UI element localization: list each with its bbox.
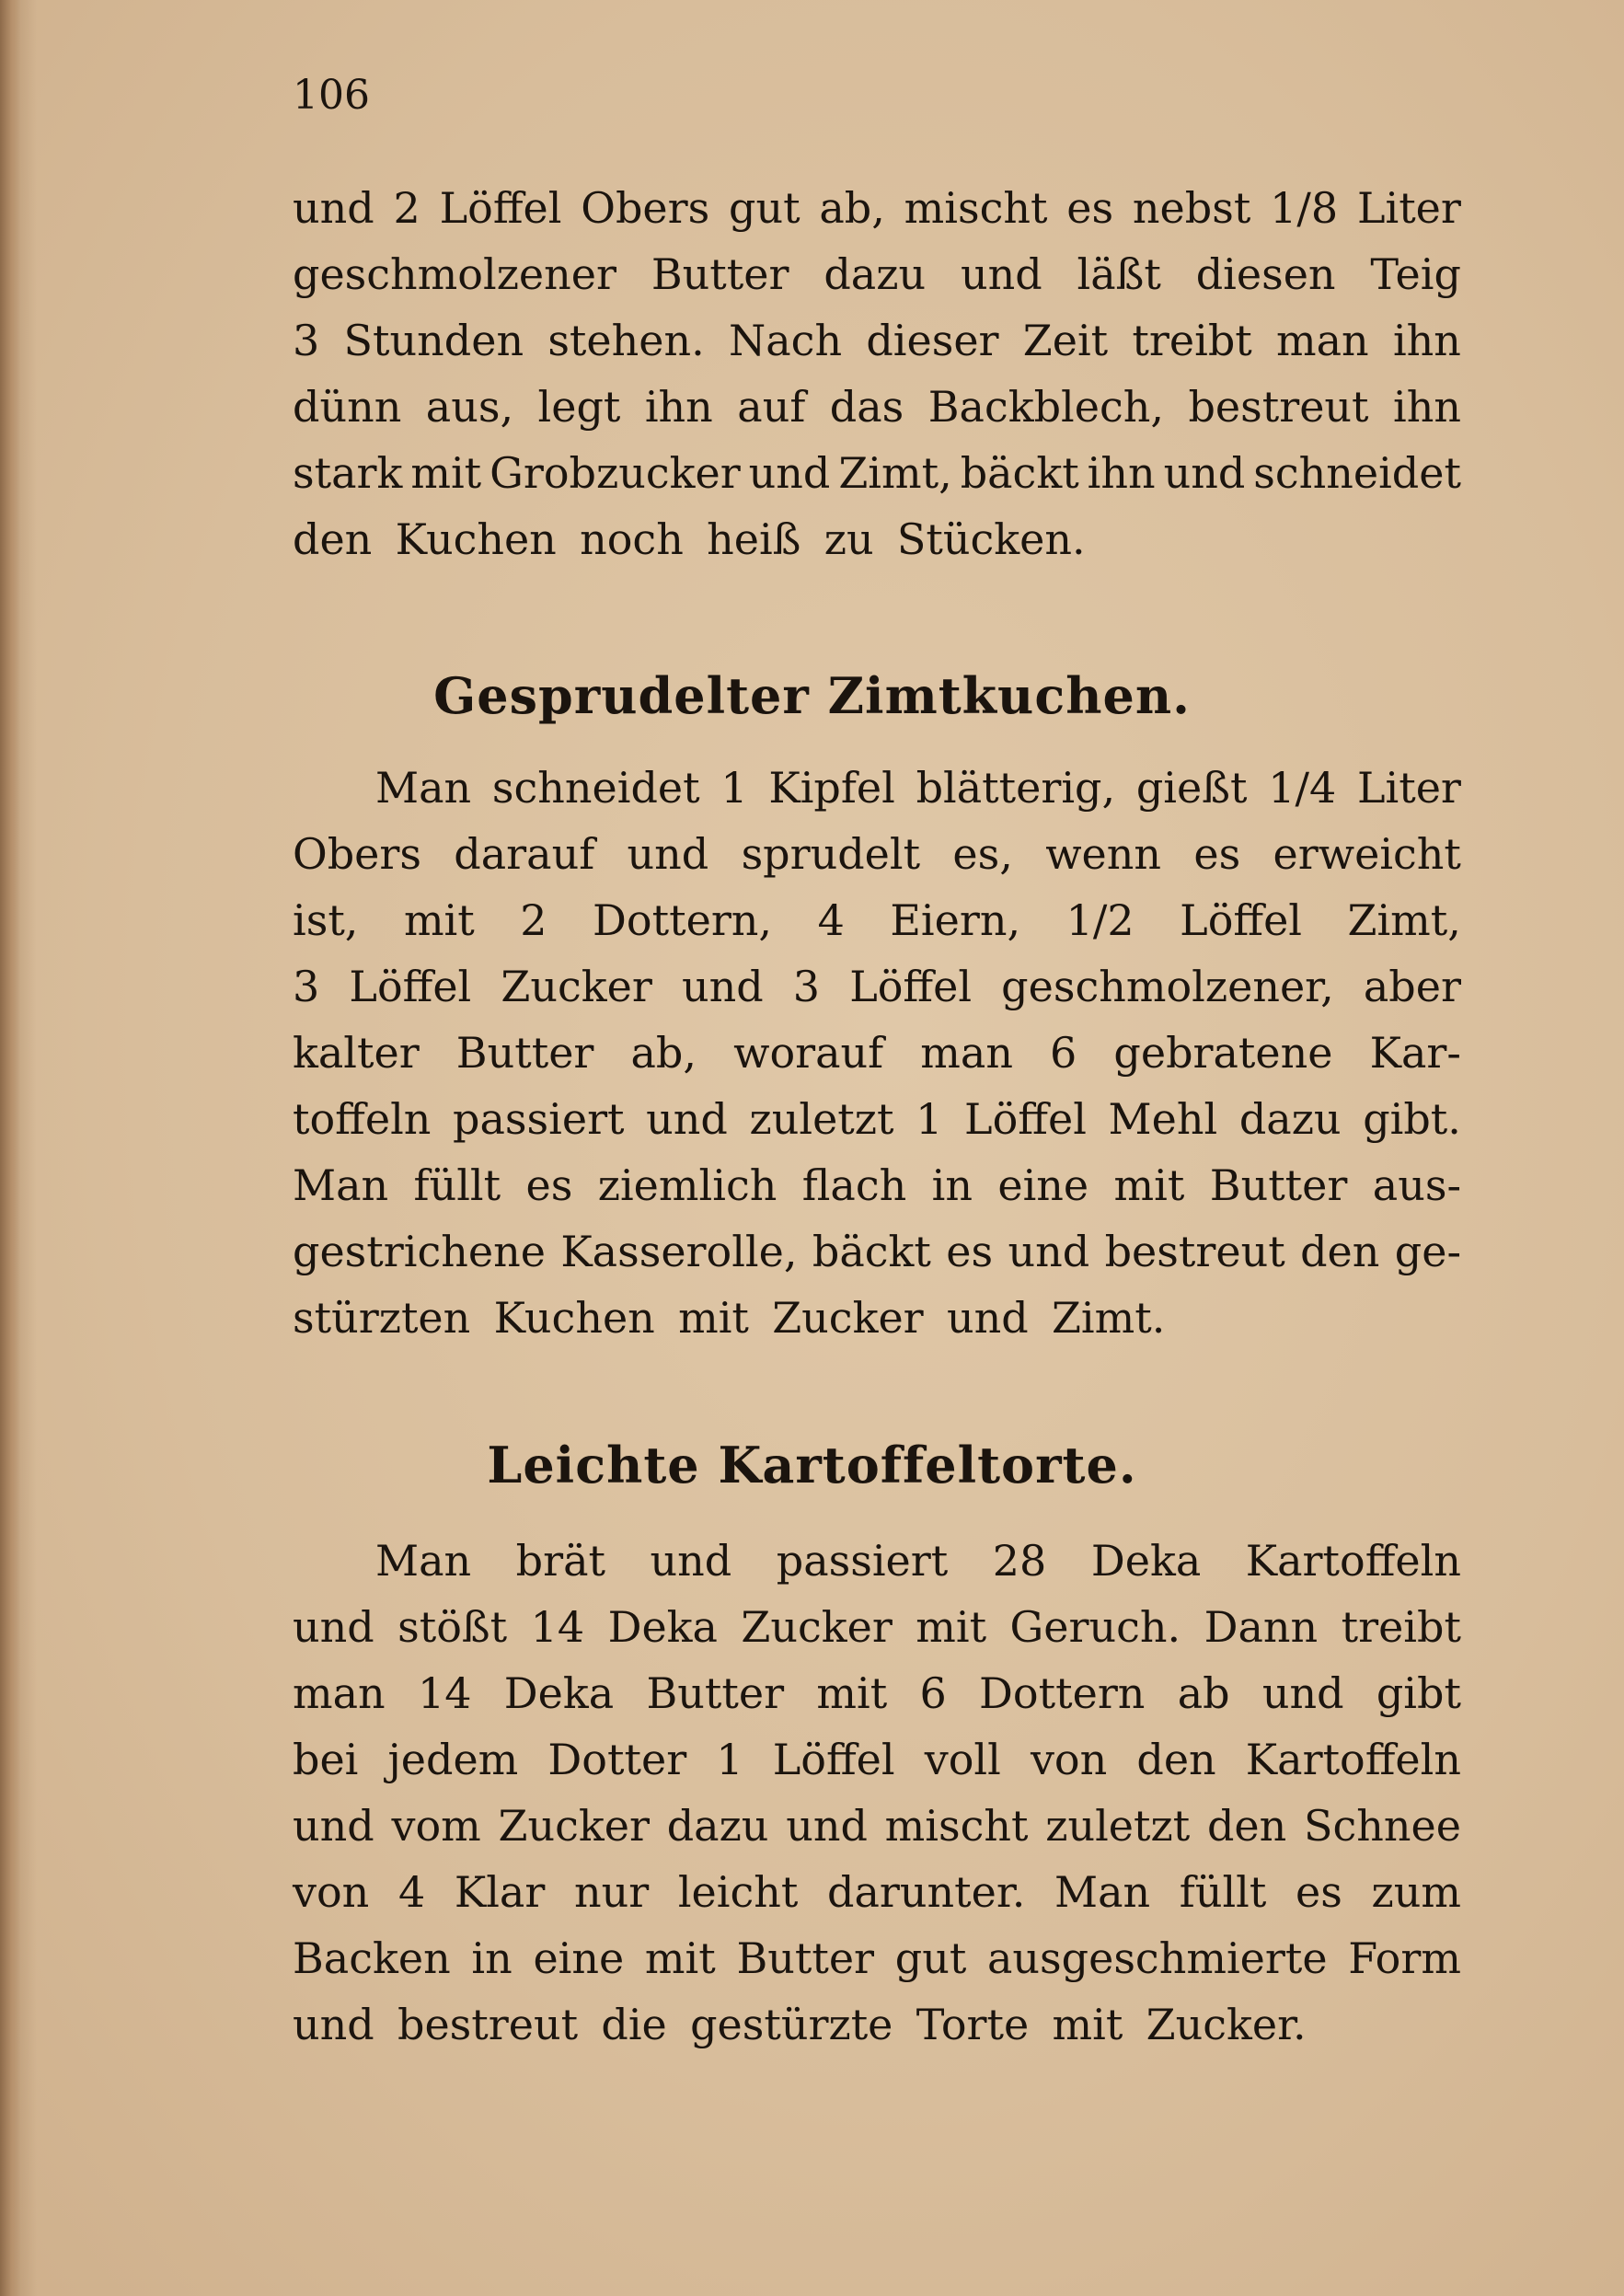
word: Kasserolle, <box>560 1227 798 1276</box>
word: Stücken. <box>896 514 1086 564</box>
word: eine <box>997 1160 1089 1210</box>
word: 2 <box>520 895 547 945</box>
word: Klar <box>454 1867 546 1917</box>
word: 14 <box>417 1668 472 1718</box>
word: gut <box>729 183 800 233</box>
word: voll <box>924 1735 1001 1784</box>
word: Dottern <box>979 1668 1146 1718</box>
word: gießt <box>1135 763 1248 813</box>
word: gut <box>894 1933 967 1983</box>
word: gestürzte <box>690 2000 893 2049</box>
word: es, <box>952 829 1013 879</box>
word: eine <box>533 1933 625 1983</box>
text-line <box>293 1726 1461 1793</box>
word: wenn <box>1045 829 1162 879</box>
word: mit <box>410 448 482 498</box>
word: Kuchen <box>493 1293 655 1343</box>
word: und <box>946 1293 1029 1343</box>
word: und <box>960 249 1042 299</box>
word: und <box>293 2000 374 2049</box>
word: Butter <box>646 1668 785 1718</box>
word: und <box>646 1094 728 1144</box>
word: Löffel <box>1180 895 1302 945</box>
word: und <box>681 962 764 1011</box>
word: aber <box>1363 962 1461 1011</box>
text-line <box>293 755 1461 821</box>
word: 6 <box>919 1668 947 1718</box>
word: gebratene <box>1113 1028 1333 1078</box>
word: mit <box>678 1293 749 1343</box>
word: Löffel <box>849 962 973 1011</box>
word: 4 <box>817 895 845 945</box>
word: darunter. <box>827 1867 1026 1917</box>
word: darauf <box>454 829 595 879</box>
word: bäckt <box>812 1227 931 1276</box>
word: 28 <box>992 1536 1047 1586</box>
word: Nach <box>729 316 843 365</box>
word: Zucker <box>501 962 652 1011</box>
text-line <box>293 1660 1461 1726</box>
word: schneidet <box>491 763 700 813</box>
word: gestrichene <box>293 1227 546 1276</box>
recipe-heading-kartoffeltorte: Leichte Kartoffeltorte. <box>487 1436 1137 1494</box>
word: dazu <box>666 1801 769 1851</box>
word: Backen <box>293 1933 451 1983</box>
word: Zimt, <box>1347 895 1461 945</box>
word: passiert <box>453 1094 625 1144</box>
text-line <box>293 1285 1461 1351</box>
word: Zucker <box>498 1801 650 1851</box>
word: Zimt, <box>838 448 952 498</box>
word: 1/8 <box>1270 183 1339 233</box>
word: heiß <box>707 514 801 564</box>
recipe-text-zimtkuchen <box>293 755 1461 1351</box>
page-gutter-shadow <box>0 0 20 2296</box>
word: worauf <box>733 1028 884 1078</box>
word: schneidet <box>1253 448 1461 498</box>
word: stößt <box>397 1602 508 1652</box>
text-line <box>293 1594 1461 1660</box>
word: läßt <box>1077 249 1161 299</box>
word: bestreut <box>1188 382 1369 432</box>
word: nur <box>573 1867 650 1917</box>
word: bäckt <box>960 448 1079 498</box>
text-line <box>293 887 1461 953</box>
word: stehen. <box>547 316 705 365</box>
word: ihn <box>1087 448 1156 498</box>
word: geschmolzener <box>293 249 616 299</box>
text-line <box>293 1925 1461 1991</box>
word: ab, <box>630 1028 697 1078</box>
word: Löffel <box>349 962 472 1011</box>
word: Butter <box>651 249 789 299</box>
word: zu <box>824 514 874 564</box>
word: man <box>293 1668 386 1718</box>
word: den <box>1136 1735 1216 1784</box>
word: Deka <box>503 1668 615 1718</box>
word: ihn <box>1392 316 1461 365</box>
word: bei <box>293 1735 359 1784</box>
word: stürzten <box>293 1293 471 1343</box>
word: Dotter <box>547 1735 687 1784</box>
word: Zimt. <box>1051 1293 1166 1343</box>
word: 4 <box>397 1867 426 1917</box>
word: diesen <box>1195 249 1336 299</box>
word: ausgeschmierte <box>987 1933 1328 1983</box>
word: es <box>1295 1867 1342 1917</box>
word: es <box>946 1227 994 1276</box>
word: dazu <box>1238 1094 1342 1144</box>
word: 1/2 <box>1065 895 1134 945</box>
word: Butter <box>455 1028 594 1078</box>
word: zum <box>1371 1867 1461 1917</box>
word: Kipfel <box>768 763 895 813</box>
word: mit <box>1052 2000 1123 2049</box>
word: 14 <box>530 1602 585 1652</box>
word: gibt <box>1376 1668 1461 1718</box>
word: den <box>1206 1801 1287 1851</box>
word: dazu <box>824 249 927 299</box>
word: und <box>1163 448 1246 498</box>
word: 1/4 <box>1268 763 1337 813</box>
word: 3 <box>293 316 320 365</box>
word: bestreut <box>397 2000 579 2049</box>
text-line <box>293 440 1461 506</box>
word: blätterig, <box>916 763 1116 813</box>
word: und <box>293 183 374 233</box>
word: Torte <box>916 2000 1030 2049</box>
text-line <box>293 1218 1461 1285</box>
word: es <box>1066 183 1114 233</box>
word: Löffel <box>772 1735 895 1784</box>
word: Obers <box>581 183 710 233</box>
word: mit <box>644 1933 716 1983</box>
word: und <box>748 448 831 498</box>
page-number: 106 <box>293 72 370 119</box>
word: füllt <box>413 1160 501 1210</box>
word: 2 <box>393 183 420 233</box>
word: flach <box>801 1160 907 1210</box>
word: 3 <box>293 962 320 1011</box>
word: mit <box>1113 1160 1185 1210</box>
recipe-continuation-text <box>293 175 1461 572</box>
text-line <box>293 1991 1461 2058</box>
word: 6 <box>1050 1028 1077 1078</box>
word: treibt <box>1132 316 1252 365</box>
word: ist, <box>293 895 359 945</box>
word: ab, <box>819 183 885 233</box>
word: Schnee <box>1304 1801 1461 1851</box>
word: zuletzt <box>1045 1801 1191 1851</box>
word: Grobzucker <box>490 448 741 498</box>
word: von <box>293 1867 370 1917</box>
text-line <box>293 1859 1461 1925</box>
word: mit <box>916 1602 987 1652</box>
word: Löffel <box>964 1094 1087 1144</box>
word: und <box>1261 1668 1344 1718</box>
word: man <box>920 1028 1013 1078</box>
word: dünn <box>293 382 402 432</box>
word: aus- <box>1372 1160 1461 1210</box>
word: und <box>293 1801 374 1851</box>
word: die <box>601 2000 667 2049</box>
text-line <box>293 1528 1461 1594</box>
word: Liter <box>1356 183 1461 233</box>
word: Kar- <box>1369 1028 1461 1078</box>
word: geschmolzener, <box>1001 962 1334 1011</box>
word: in <box>931 1160 973 1210</box>
word: ziemlich <box>597 1160 777 1210</box>
word: Teig <box>1370 249 1461 299</box>
word: ihn <box>1393 382 1461 432</box>
word: 3 <box>792 962 821 1011</box>
word: ge- <box>1394 1227 1461 1276</box>
word: Kuchen <box>395 514 557 564</box>
word: Backblech, <box>927 382 1164 432</box>
word: Löffel <box>439 183 562 233</box>
word: den <box>293 514 373 564</box>
word: Man <box>375 1536 472 1586</box>
text-line <box>293 953 1461 1020</box>
word: das <box>829 382 904 432</box>
word: brät <box>515 1536 606 1586</box>
word: Man <box>1054 1867 1151 1917</box>
word: 1 <box>916 1094 943 1144</box>
text-line <box>293 175 1461 241</box>
word: Liter <box>1356 763 1461 813</box>
word: und <box>1008 1227 1090 1276</box>
word: mischt <box>904 183 1048 233</box>
recipe-heading-zimtkuchen: Gesprudelter Zimtkuchen. <box>433 666 1191 725</box>
word: es <box>525 1160 573 1210</box>
word: Deka <box>607 1602 718 1652</box>
word: Dottern, <box>593 895 773 945</box>
word: Obers <box>293 829 421 879</box>
word: noch <box>580 514 684 564</box>
word: Man <box>375 763 472 813</box>
word: und <box>786 1801 868 1851</box>
word: passiert <box>776 1536 949 1586</box>
word: leicht <box>677 1867 799 1917</box>
text-line <box>293 506 1461 572</box>
word: nebst <box>1132 183 1251 233</box>
word: und <box>650 1536 732 1586</box>
word: mit <box>816 1668 888 1718</box>
word: Mehl <box>1108 1094 1218 1144</box>
word: man <box>1276 316 1369 365</box>
word: den <box>1300 1227 1380 1276</box>
word: es <box>1193 829 1241 879</box>
text-line <box>293 821 1461 887</box>
word: 1 <box>720 763 748 813</box>
word: Zucker <box>741 1602 893 1652</box>
word: Deka <box>1090 1536 1202 1586</box>
text-line <box>293 1020 1461 1086</box>
word: Stunden <box>343 316 524 365</box>
word: mischt <box>884 1801 1029 1851</box>
word: legt <box>537 382 621 432</box>
text-line <box>293 1152 1461 1218</box>
word: bestreut <box>1104 1227 1285 1276</box>
word: erweicht <box>1273 829 1461 879</box>
word: kalter <box>293 1028 420 1078</box>
word: in <box>471 1933 513 1983</box>
word: dieser <box>866 316 999 365</box>
recipe-text-kartoffeltorte <box>293 1528 1461 2058</box>
word: Kartoffeln <box>1245 1536 1461 1586</box>
word: Man <box>293 1160 389 1210</box>
text-line <box>293 1793 1461 1859</box>
word: Zucker <box>772 1293 924 1343</box>
word: ab <box>1177 1668 1230 1718</box>
word: Kartoffeln <box>1245 1735 1461 1784</box>
word: von <box>1030 1735 1108 1784</box>
text-line <box>293 1086 1461 1152</box>
word: Butter <box>736 1933 875 1983</box>
word: ihn <box>644 382 713 432</box>
word: auf <box>737 382 806 432</box>
word: sprudelt <box>741 829 921 879</box>
word: Form <box>1348 1933 1461 1983</box>
word: toffeln <box>293 1094 432 1144</box>
text-line <box>293 374 1461 440</box>
word: Zeit <box>1022 316 1109 365</box>
word: und <box>293 1602 374 1652</box>
word: Zucker. <box>1146 2000 1307 2049</box>
word: jedem <box>387 1735 519 1784</box>
word: mit <box>403 895 475 945</box>
word: Dann <box>1204 1602 1319 1652</box>
word: Eiern, <box>890 895 1021 945</box>
word: Butter <box>1209 1160 1348 1210</box>
word: zuletzt <box>749 1094 894 1144</box>
word: füllt <box>1179 1867 1267 1917</box>
word: Geruch. <box>1009 1602 1181 1652</box>
word: vom <box>391 1801 481 1851</box>
text-line <box>293 307 1461 374</box>
word: stark <box>293 448 403 498</box>
word: 1 <box>716 1735 743 1784</box>
text-line <box>293 241 1461 307</box>
word: gibt. <box>1363 1094 1461 1144</box>
word: treibt <box>1341 1602 1461 1652</box>
word: und <box>627 829 709 879</box>
word: aus, <box>425 382 514 432</box>
